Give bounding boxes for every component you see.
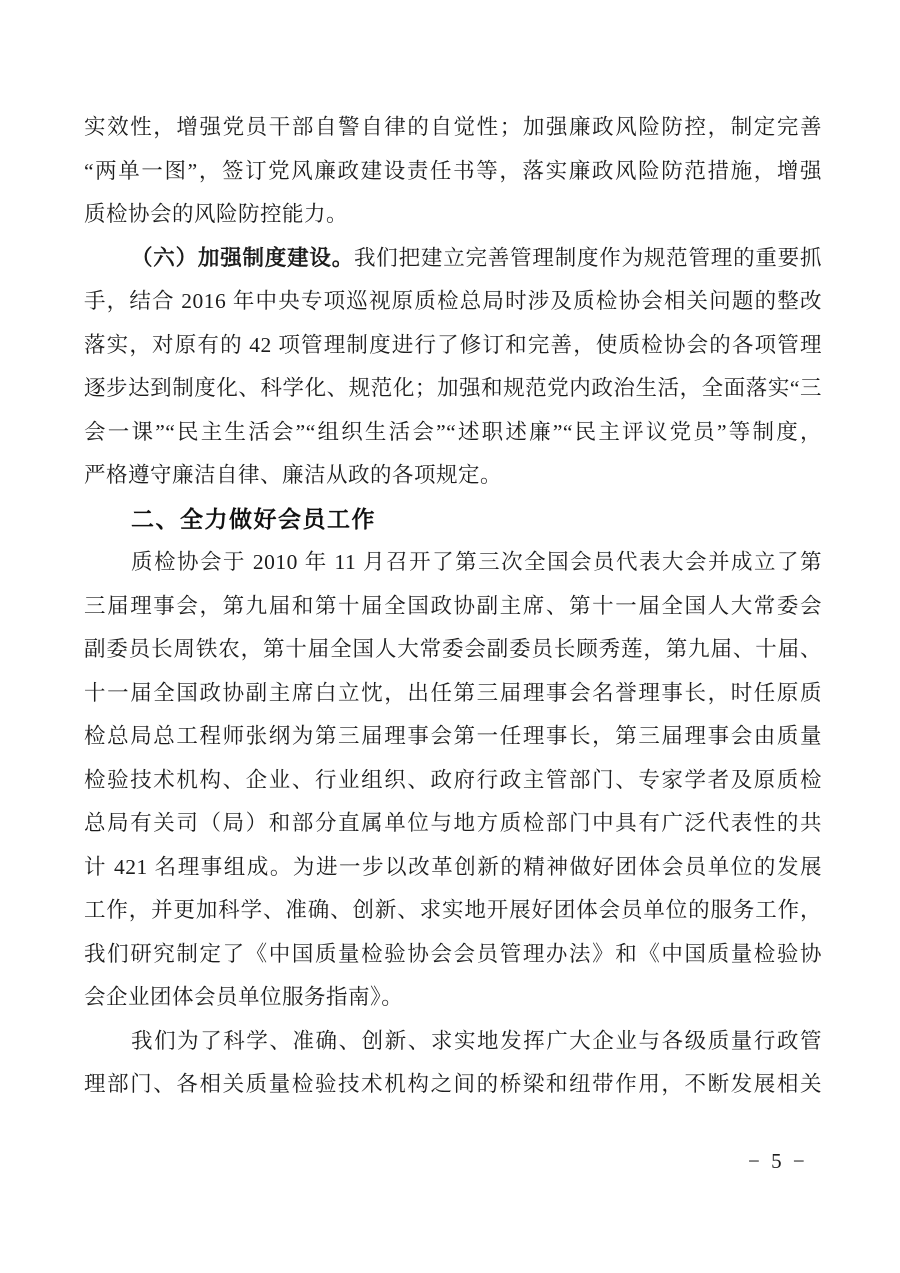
paragraph-line: 会一课”“民主生活会”“组织生活会”“述职述廉”“民主评议党员”等制度，: [84, 419, 822, 444]
paragraph-line: 检验技术机构、企业、行业组织、政府行政主管部门、专家学者及原质检: [84, 767, 822, 792]
paragraph-line: 我们为了科学、准确、创新、求实地发挥广大企业与各级质量行政管: [131, 1028, 822, 1053]
paragraph-line: “两单一图”，签订党风廉政建设责任书等，落实廉政风险防范措施，增强: [84, 158, 822, 183]
paragraph-line: 计 421 名理事组成。为进一步以改革创新的精神做好团体会员单位的发展: [84, 854, 822, 879]
paragraph-lead-rest: 我们把建立完善管理制度作为规范管理的重要抓: [354, 245, 822, 270]
paragraph-line: [84, 237, 822, 281]
section-heading: 二、全力做好会员工作: [131, 505, 376, 532]
paragraph-lead-bold: （六）加强制度建设。: [131, 245, 354, 270]
paragraph-line: 我们研究制定了《中国质量检验协会会员管理办法》和《中国质量检验协: [84, 941, 822, 966]
paragraph-line: 手，结合 2016 年中央专项巡视原质检总局时涉及质检协会相关问题的整改: [84, 289, 822, 313]
paragraph-line: 副委员长周铁农，第十届全国人大常委会副委员长顾秀莲，第九届、十届、: [84, 637, 822, 661]
paragraph-line: 质检协会于 2010 年 11 月召开了第三次全国会员代表大会并成立了第: [131, 550, 822, 574]
paragraph-line: 检总局总工程师张纲为第三届理事会第一任理事长，第三届理事会由质量: [84, 724, 822, 748]
document-body: [84, 106, 822, 1107]
paragraph-line: 质检协会的风险防控能力。: [84, 202, 349, 226]
paragraph-line: 理部门、各相关质量检验技术机构之间的桥梁和纽带作用，不断发展相关: [84, 1072, 822, 1096]
paragraph-line: 会企业团体会员单位服务指南》。: [84, 985, 404, 1009]
paragraph-line: 工作，并更加科学、准确、创新、求实地开展好团体会员单位的服务工作，: [84, 898, 822, 922]
paragraph-line: 实效性，增强党员干部自警自律的自觉性；加强廉政风险防控，制定完善: [84, 115, 822, 139]
paragraph-line: 逐步达到制度化、科学化、规范化；加强和规范党内政治生活，全面落实“三: [84, 376, 822, 400]
paragraph-line: 严格遵守廉洁自律、廉洁从政的各项规定。: [84, 463, 503, 487]
paragraph-line: 落实，对原有的 42 项管理制度进行了修订和完善，使质检协会的各项管理: [84, 332, 822, 357]
page-number: − 5 −: [748, 1149, 808, 1173]
paragraph-line: 三届理事会，第九届和第十届全国政协副主席、第十一届全国人大常委会: [84, 593, 822, 618]
paragraph-line: 总局有关司（局）和部分直属单位与地方质检部门中具有广泛代表性的共: [84, 811, 822, 835]
paragraph-line: 十一届全国政协副主席白立忱，出任第三届理事会名誉理事长，时任原质: [84, 680, 822, 705]
